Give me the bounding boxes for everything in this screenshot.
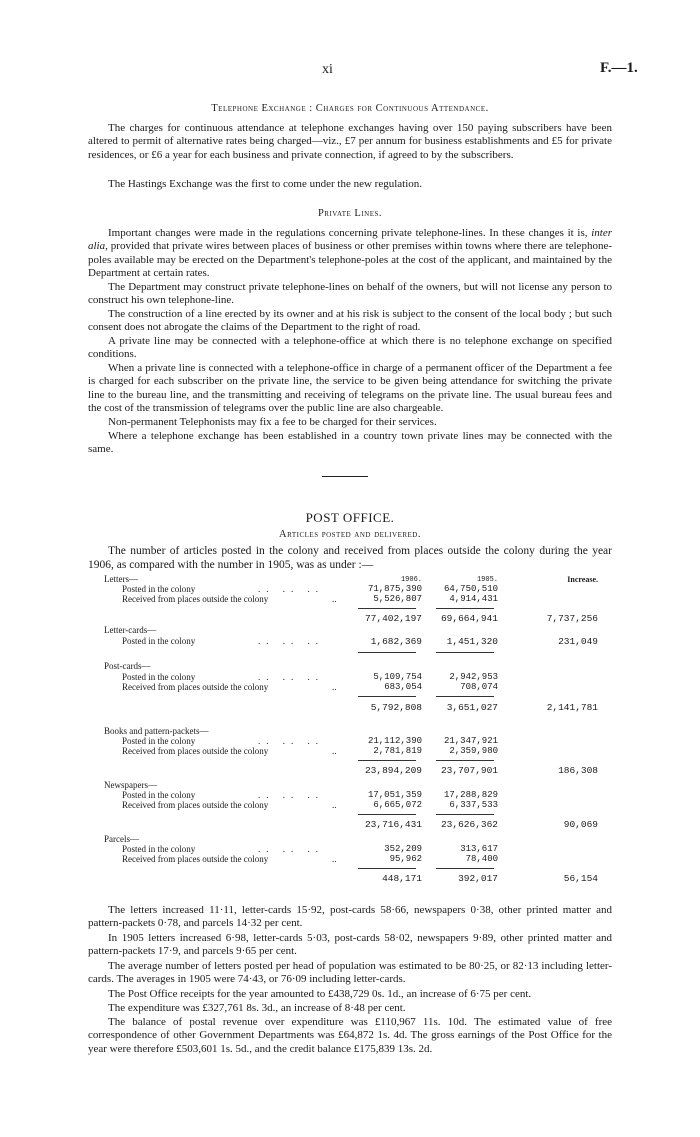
closing-paragraph-1: The letters increased 11·11, letter-cards 15·92, post-cards 58·66, newspapers 0·38, other printed matter and pattern-packets 0·78, and parcels 14·32 per cent. [88,904,612,930]
leader-dots: .. [332,800,337,810]
row-label: Posted in the colony [122,736,196,746]
private-lines-paragraph-4: A private line may be connected with a telephone-office at which there is no telephone exchange on specified conditions. [88,335,612,361]
row-label: Received from places outside the colony [122,800,269,810]
post-office-intro: The number of articles posted in the colony and received from places outside the colony during the year 1906, as compared with the number in 1905, was as under :— [88,545,612,571]
leader-dots: .. .. .. [258,844,324,854]
private-lines-paragraph-7: Where a telephone exchange has been established in a country town private lines may be connected with the same. [88,430,612,456]
total-rule [436,696,494,697]
paragraph-text-after: , provided that private wires between places of business or other premises within towns where there are telephone-poles available may be erected on the Department's telephone-poles at the cost of the applicant, and maintained by the Department at certain rates. [88,240,612,280]
value-1905: 78,400 [465,854,498,864]
row-label: Posted in the colony [122,844,196,854]
value-1906: 6,665,072 [373,800,422,810]
value-1905: 2,359,980 [449,746,498,756]
value-1905: 64,750,510 [443,584,498,594]
column-header-1905: 1905. [476,576,498,584]
value-1905: 4,914,431 [449,594,498,604]
value-1906: 2,781,819 [373,746,422,756]
leader-dots: .. [332,854,337,864]
total-rule [358,814,416,815]
total-rule [358,760,416,761]
row-label: Received from places outside the colony [122,594,269,604]
row-label: Posted in the colony [122,672,196,682]
closing-paragraph-4: The Post Office receipts for the year amounted to £438,729 0s. 1d., an increase of 6·75 per cent. [108,988,532,1000]
value-1905: 1,451,320 [446,636,498,647]
closing-paragraph-6: The balance of postal revenue over expenditure was £110,967 11s. 10d. The estimated value of free correspondence of other Government Departments was £64,872 1s. 4d. The gross earnings of the Post Office for the year were therefore £503,601 1s. 5d., and the credit balance £175,839 13s. 2d. [88,1016,612,1055]
telephone-exchange-paragraph-2: The Hastings Exchange was the first to come under the new regulation. [108,178,423,190]
total-1906: 23,894,209 [364,765,422,776]
total-1906: 23,716,431 [364,819,422,830]
group-label-newspapers: Newspapers— [104,780,157,790]
closing-paragraph-3: The average number of letters posted per head of population was estimated to be 80·25, or 82·13 including letter-cards. The averages in 1905 were 74·43, or 76·09 including letter-cards. [88,960,612,986]
leader-dots: .. [332,594,337,604]
private-lines-paragraph-3: The construction of a line erected by its owner and at his risk is subject to the consent of the local body ; but such consent does not abrogate the claims of the Department to the right of road. [88,308,612,334]
document-reference: F.—1. [600,60,638,76]
increase-value: 231,049 [558,636,598,647]
total-rule [436,868,494,869]
total-rule [358,652,416,653]
group-label-letters: Letters— [104,574,138,584]
value-1906: 5,526,807 [373,594,422,604]
closing-paragraph-2: In 1905 letters increased 6·98, letter-cards 5·03, post-cards 58·02, newspapers 9·89, other printed matter and pattern-packets 17·9, and parcels 9·65 per cent. [88,932,612,958]
private-lines-paragraph-5: When a private line is connected with a telephone-office in charge of a permanent officer of the Department a fee is charged for each subscriber on the private line, the service to be given being attendance for switching the private line to the bureau line, and the transmitting and receiving of telegrams on the private line. The usual bureau fees and the cost of the transmission of telegrams over the public line are also chargeable. [88,362,612,415]
total-1905: 3,651,027 [446,702,498,713]
row-label: Received from places outside the colony [122,682,269,692]
value-1905: 2,942,953 [449,672,498,682]
value-1906: 71,875,390 [367,584,422,594]
post-office-title: POST OFFICE. [305,510,395,525]
closing-paragraph-5: The expenditure was £327,761 8s. 3d., an increase of 8·48 per cent. [108,1002,406,1014]
row-label: Posted in the colony [122,636,196,646]
row-label: Received from places outside the colony [122,854,269,864]
value-1905: 21,347,921 [443,736,498,746]
value-1906: 21,112,390 [367,736,422,746]
total-rule [436,652,494,653]
column-header-1906: 1906. [400,576,422,584]
row-label: Received from places outside the colony [122,746,269,756]
total-rule [436,760,494,761]
total-1906: 5,792,808 [370,702,422,713]
inter-alia-italic: inter alia [88,227,612,253]
telephone-exchange-heading: Telephone Exchange : Charges for Continuous Attendance. [211,103,489,114]
total-rule [358,696,416,697]
value-1906: 683,054 [384,682,422,692]
total-rule [436,608,494,609]
increase-value: 7,737,256 [546,613,598,624]
leader-dots: .. .. .. [258,636,324,646]
total-1906: 77,402,197 [364,613,422,624]
total-rule [436,814,494,815]
increase-value: 90,069 [563,819,598,830]
value-1906: 352,209 [384,844,422,854]
leader-dots: .. .. .. [258,584,324,594]
total-1905: 23,626,362 [440,819,498,830]
total-1905: 392,017 [458,873,498,884]
articles-posted-subheading: Articles posted and delivered. [279,529,421,540]
group-label-books: Books and pattern-packets— [104,726,209,736]
value-1905: 17,288,829 [443,790,498,800]
paragraph-text-before: Important changes were made in the regulations concerning private telephone-lines. In these changes it is, [108,227,592,239]
increase-value: 186,308 [558,765,598,776]
telephone-exchange-paragraph-1: The charges for continuous attendance at telephone exchanges having over 150 paying subscribers have been altered to permit of alternative rates being charged—viz., £7 per annum for business establishments and £5 for private residences, or £6 a year for each business and private connection, if agreed to by the subscribers. [88,122,612,161]
total-rule [358,868,416,869]
leader-dots: .. .. .. [258,672,324,682]
value-1906: 1,682,369 [370,636,422,647]
row-label: Posted in the colony [122,584,196,594]
group-label-post-cards: Post-cards— [104,661,151,671]
column-header-increase: Increase. [567,575,598,584]
leader-dots: .. [332,746,337,756]
increase-value: 2,141,781 [546,702,598,713]
increase-value: 56,154 [563,873,598,884]
total-rule [358,608,416,609]
total-1905: 23,707,901 [440,765,498,776]
value-1905: 708,074 [460,682,498,692]
leader-dots: .. [332,682,337,692]
leader-dots: .. .. .. [258,736,324,746]
page-number: xi [322,62,333,77]
value-1906: 95,962 [389,854,422,864]
value-1906: 17,051,359 [367,790,422,800]
group-label-parcels: Parcels— [104,834,139,844]
private-lines-paragraph-6: Non-permanent Telephonists may fix a fee to be charged for their services. [108,416,437,428]
total-1905: 69,664,941 [440,613,498,624]
value-1905: 313,617 [460,844,498,854]
private-lines-heading: Private Lines. [317,208,383,219]
value-1905: 6,337,533 [449,800,498,810]
group-label-letter-cards: Letter-cards— [104,625,157,635]
total-1906: 448,171 [382,873,422,884]
row-label: Posted in the colony [122,790,196,800]
leader-dots: .. .. .. [258,790,324,800]
value-1906: 5,109,754 [373,672,422,682]
private-lines-paragraph-2: The Department may construct private telephone-lines on behalf of the owners, but will not license any person to construct his own telephone-line. [88,281,612,307]
